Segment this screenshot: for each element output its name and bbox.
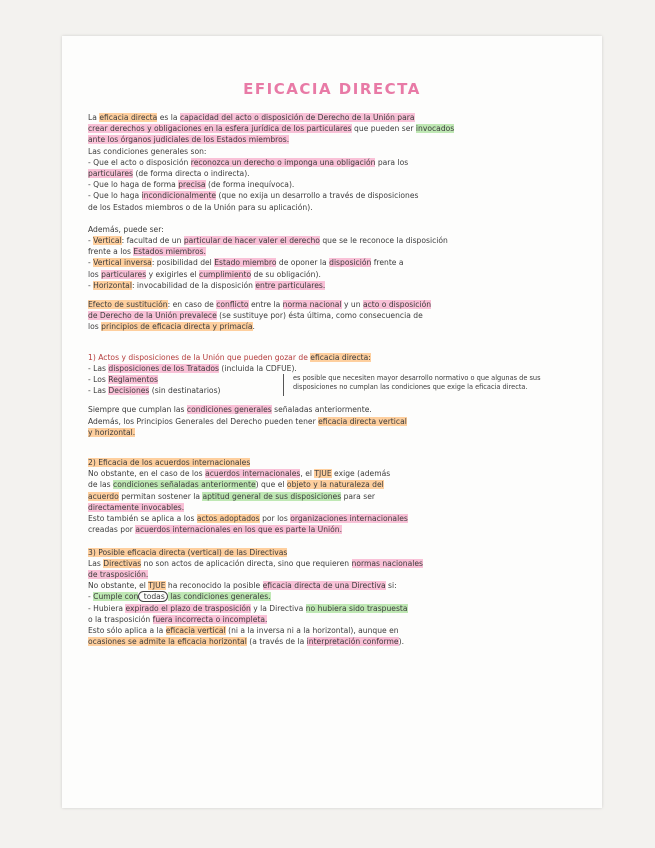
brace xyxy=(283,374,290,396)
highlight: acuerdos internacionales en los que es parte la Unión. xyxy=(135,525,343,535)
spacer xyxy=(88,344,584,352)
inverse-line-1 xyxy=(88,257,584,268)
page-title: EFICACIA DIRECTA xyxy=(243,80,421,98)
highlight: Efecto de sustitución xyxy=(88,300,168,310)
highlight: acuerdos internacionales xyxy=(205,469,301,479)
s3-line-5 xyxy=(88,603,584,614)
highlight: Vertical inversa xyxy=(93,258,152,268)
highlight: 2) Eficacia de los acuerdos internacionales xyxy=(88,458,251,468)
s1-item-3 xyxy=(88,385,283,396)
s1-items-left xyxy=(88,374,283,396)
text: frente a xyxy=(371,258,404,268)
text: - Que lo haga de forma xyxy=(88,180,179,190)
text: los xyxy=(88,269,102,279)
text: (se sustituye por) ésta última, como consecuencia de xyxy=(216,311,423,321)
text: - xyxy=(88,280,94,290)
highlight: entre particulares. xyxy=(255,280,326,290)
s3-line-8 xyxy=(88,636,584,647)
highlight: reconozca un derecho o imponga una obligación xyxy=(190,157,376,167)
text: (ni a la inversa ni a la horizontal), aunque en xyxy=(225,625,399,635)
highlight: TJUE xyxy=(314,469,332,479)
text: La xyxy=(88,113,100,122)
highlight: eficacia directa: xyxy=(310,352,371,362)
s1-paragraph-2 xyxy=(88,416,584,427)
notes-body xyxy=(88,112,584,647)
s1-paragraph-1 xyxy=(88,404,584,415)
text: es la xyxy=(157,113,180,122)
text: - xyxy=(88,592,94,602)
spacer xyxy=(88,438,584,449)
spacer xyxy=(88,333,584,344)
text: ha reconocido la posible xyxy=(165,581,263,591)
text: , el xyxy=(300,469,315,479)
text: de las xyxy=(88,480,114,490)
text: - Las xyxy=(88,386,109,396)
s2-line-5 xyxy=(88,513,584,524)
inverse-line-2 xyxy=(88,269,584,280)
highlight: eficacia horizontal xyxy=(177,637,247,647)
text: entre la xyxy=(248,300,283,310)
highlight: Cumple con xyxy=(93,592,139,602)
s3-line-2 xyxy=(88,569,584,580)
text: Esto también se aplica a los xyxy=(88,514,197,524)
text: - Que lo haga xyxy=(88,191,142,201)
highlight: 3) Posible eficacia directa (vertical) de las Directivas xyxy=(88,547,288,557)
notebook-page xyxy=(62,36,602,808)
spacer xyxy=(88,291,584,299)
vertical-line-1 xyxy=(88,235,584,246)
horizontal-line xyxy=(88,280,584,291)
ademas-heading: Además, puede ser: xyxy=(88,224,164,234)
text: señaladas anteriormente. xyxy=(271,405,372,415)
text: - Que el acto o disposición xyxy=(88,157,191,167)
highlight: cumplimiento xyxy=(199,269,252,279)
conditions-heading: Las condiciones generales son: xyxy=(88,146,207,156)
text: por los xyxy=(259,514,291,524)
s1-paragraph-3 xyxy=(88,427,584,438)
section-1-heading xyxy=(88,352,584,363)
text: de oponer la xyxy=(276,258,330,268)
text: (incluida la CDFUE). xyxy=(219,363,297,373)
highlight: capacidad del acto o disposición de Derecho de la Unión para xyxy=(179,113,415,122)
condition-3 xyxy=(88,190,584,201)
highlight: particulares xyxy=(101,269,147,279)
highlight: objeto y la naturaleza del xyxy=(286,480,384,490)
intro-line-1 xyxy=(88,112,584,123)
highlight: Estado miembro xyxy=(214,258,277,268)
highlight: fuera incorrecta o incompleta. xyxy=(152,614,268,624)
highlight: disposición xyxy=(329,258,372,268)
highlight: particulares xyxy=(88,169,134,179)
highlight: interpretación conforme xyxy=(306,637,399,647)
highlight: condiciones generales xyxy=(186,405,272,415)
text: - Hubiera xyxy=(88,603,126,613)
highlight: eficacia directa vertical xyxy=(318,416,407,426)
section-3-heading xyxy=(88,547,584,558)
text: - xyxy=(88,258,94,268)
s1-note: es posible que necesiten mayor desarrollo normativo o que algunas de sus disposiciones no cumplan las condiciones que exige la eficacia directa. xyxy=(293,374,541,391)
text: ) que el xyxy=(255,480,287,490)
spacer xyxy=(88,449,584,457)
s1-item-1 xyxy=(88,363,584,374)
highlight: invocados xyxy=(415,124,455,134)
text: para los xyxy=(375,157,409,167)
spacer xyxy=(88,396,584,404)
text: Además, los Principios Generales del Derecho pueden tener xyxy=(88,416,319,426)
text: (que no exija un desarrollo a través de disposiciones xyxy=(216,191,419,201)
text: No obstante, en el caso de los xyxy=(88,469,206,479)
highlight: ante los órganos judiciales de los Estados miembros. xyxy=(88,135,290,145)
s1-item-2 xyxy=(88,374,283,385)
substitution-line-3 xyxy=(88,321,584,332)
highlight: particular de hacer valer el derecho xyxy=(183,236,320,246)
text: ). xyxy=(398,637,404,647)
s2-line-4 xyxy=(88,502,584,513)
highlight: y horizontal. xyxy=(88,427,136,437)
text: - Los xyxy=(88,375,109,385)
highlight: Horizontal xyxy=(93,280,132,290)
text: : invocabilidad de la disposición xyxy=(131,280,256,290)
text: (de forma directa o indirecta). xyxy=(133,169,250,179)
text: los xyxy=(88,322,102,332)
highlight: expirado el plazo de trasposición xyxy=(125,603,251,613)
text: - xyxy=(88,236,94,246)
text: y exigirles el xyxy=(146,269,200,279)
substitution-line-2 xyxy=(88,310,584,321)
text: 1) Actos y disposiciones de la Unión que pueden gozar de xyxy=(88,352,311,362)
highlight: precisa xyxy=(178,180,206,190)
section-2-heading xyxy=(88,457,584,468)
text: - Las xyxy=(88,363,109,373)
text: (sin destinatarios) xyxy=(149,386,221,396)
text: : posibilidad del xyxy=(151,258,215,268)
text: : facultad de un xyxy=(121,236,184,246)
s3-line-7 xyxy=(88,625,584,636)
highlight: norma nacional xyxy=(282,300,342,310)
highlight: Directivas xyxy=(103,558,142,568)
highlight: de Derecho de la Unión prevalece xyxy=(88,311,217,321)
highlight: condiciones señaladas anteriormente xyxy=(113,480,256,490)
text: No obstante, el xyxy=(88,581,149,591)
highlight: de trasposición. xyxy=(88,569,149,579)
spacer xyxy=(88,213,584,224)
highlight: disposiciones de los Tratados xyxy=(108,363,220,373)
text: (de forma inequívoca). xyxy=(205,180,295,190)
text: Esto sólo aplica a la xyxy=(88,625,166,635)
text: no son actos de aplicación directa, sino que requieren xyxy=(141,558,352,568)
text: creadas por xyxy=(88,525,136,535)
highlight: organizaciones internacionales xyxy=(290,514,408,524)
highlight: crear derechos y obligaciones en la esfera jurídica de los particulares xyxy=(88,124,352,134)
intro-line-3 xyxy=(88,134,584,145)
highlight: ocasiones se admite la xyxy=(88,637,178,647)
highlight: acto o disposición xyxy=(362,300,432,310)
s1-items-with-note xyxy=(88,374,584,396)
text: permitan sostener la xyxy=(118,491,203,501)
condition-2 xyxy=(88,179,584,190)
highlight: TJUE xyxy=(148,581,166,591)
highlight: actos adoptados xyxy=(196,514,260,524)
substitution-line-1 xyxy=(88,299,584,310)
condition-3b: de los Estados miembros o de la Unión para su aplicación). xyxy=(88,202,313,212)
text: de su obligación). xyxy=(251,269,321,279)
text: y la Directiva xyxy=(250,603,306,613)
highlight: acuerdo xyxy=(88,491,119,501)
s3-line-1 xyxy=(88,558,584,569)
highlight: eficacia directa de una Directiva xyxy=(262,581,386,591)
highlight: Decisiones xyxy=(108,386,150,396)
text: frente a los xyxy=(88,247,134,257)
s3-line-4 xyxy=(88,591,584,602)
intro-line-2 xyxy=(88,123,584,134)
text: si: xyxy=(385,581,397,591)
highlight: Vertical xyxy=(93,236,122,246)
s2-line-1 xyxy=(88,468,584,479)
highlight: principios de eficacia directa y primacía xyxy=(101,322,253,332)
s2-line-6 xyxy=(88,524,584,535)
highlight: aptitud general de sus disposiciones xyxy=(202,491,342,501)
text: que se le reconoce la disposición xyxy=(319,236,448,246)
text: o la trasposición xyxy=(88,614,153,624)
text: (a través de la xyxy=(246,637,307,647)
spacer xyxy=(88,536,584,547)
highlight: directamente invocables. xyxy=(88,502,185,512)
text: : en caso de xyxy=(167,300,217,310)
highlight: eficacia directa xyxy=(99,113,158,122)
text: para ser xyxy=(341,491,375,501)
text: exige (además xyxy=(331,469,391,479)
s2-line-2 xyxy=(88,479,584,490)
condition-1 xyxy=(88,157,584,168)
text: . xyxy=(252,322,255,332)
text: y un xyxy=(341,300,363,310)
circled-word: todas xyxy=(138,591,167,602)
highlight: Estados miembros. xyxy=(133,247,206,257)
condition-1b xyxy=(88,168,584,179)
s3-line-3 xyxy=(88,580,584,591)
highlight: no hubiera sido traspuesta xyxy=(305,603,408,613)
highlight: incondicionalmente xyxy=(141,191,217,201)
highlight: normas nacionales xyxy=(351,558,423,568)
highlight: Reglamentos xyxy=(108,375,158,385)
text: que pueden ser xyxy=(351,124,416,134)
highlight: las condiciones generales. xyxy=(167,592,271,602)
s3-line-6 xyxy=(88,614,584,625)
highlight: eficacia vertical xyxy=(165,625,226,635)
text: Siempre que cumplan las xyxy=(88,405,187,415)
vertical-line-2 xyxy=(88,246,584,257)
text: Las xyxy=(88,558,104,568)
highlight: conflicto xyxy=(216,300,249,310)
s2-line-3 xyxy=(88,491,584,502)
